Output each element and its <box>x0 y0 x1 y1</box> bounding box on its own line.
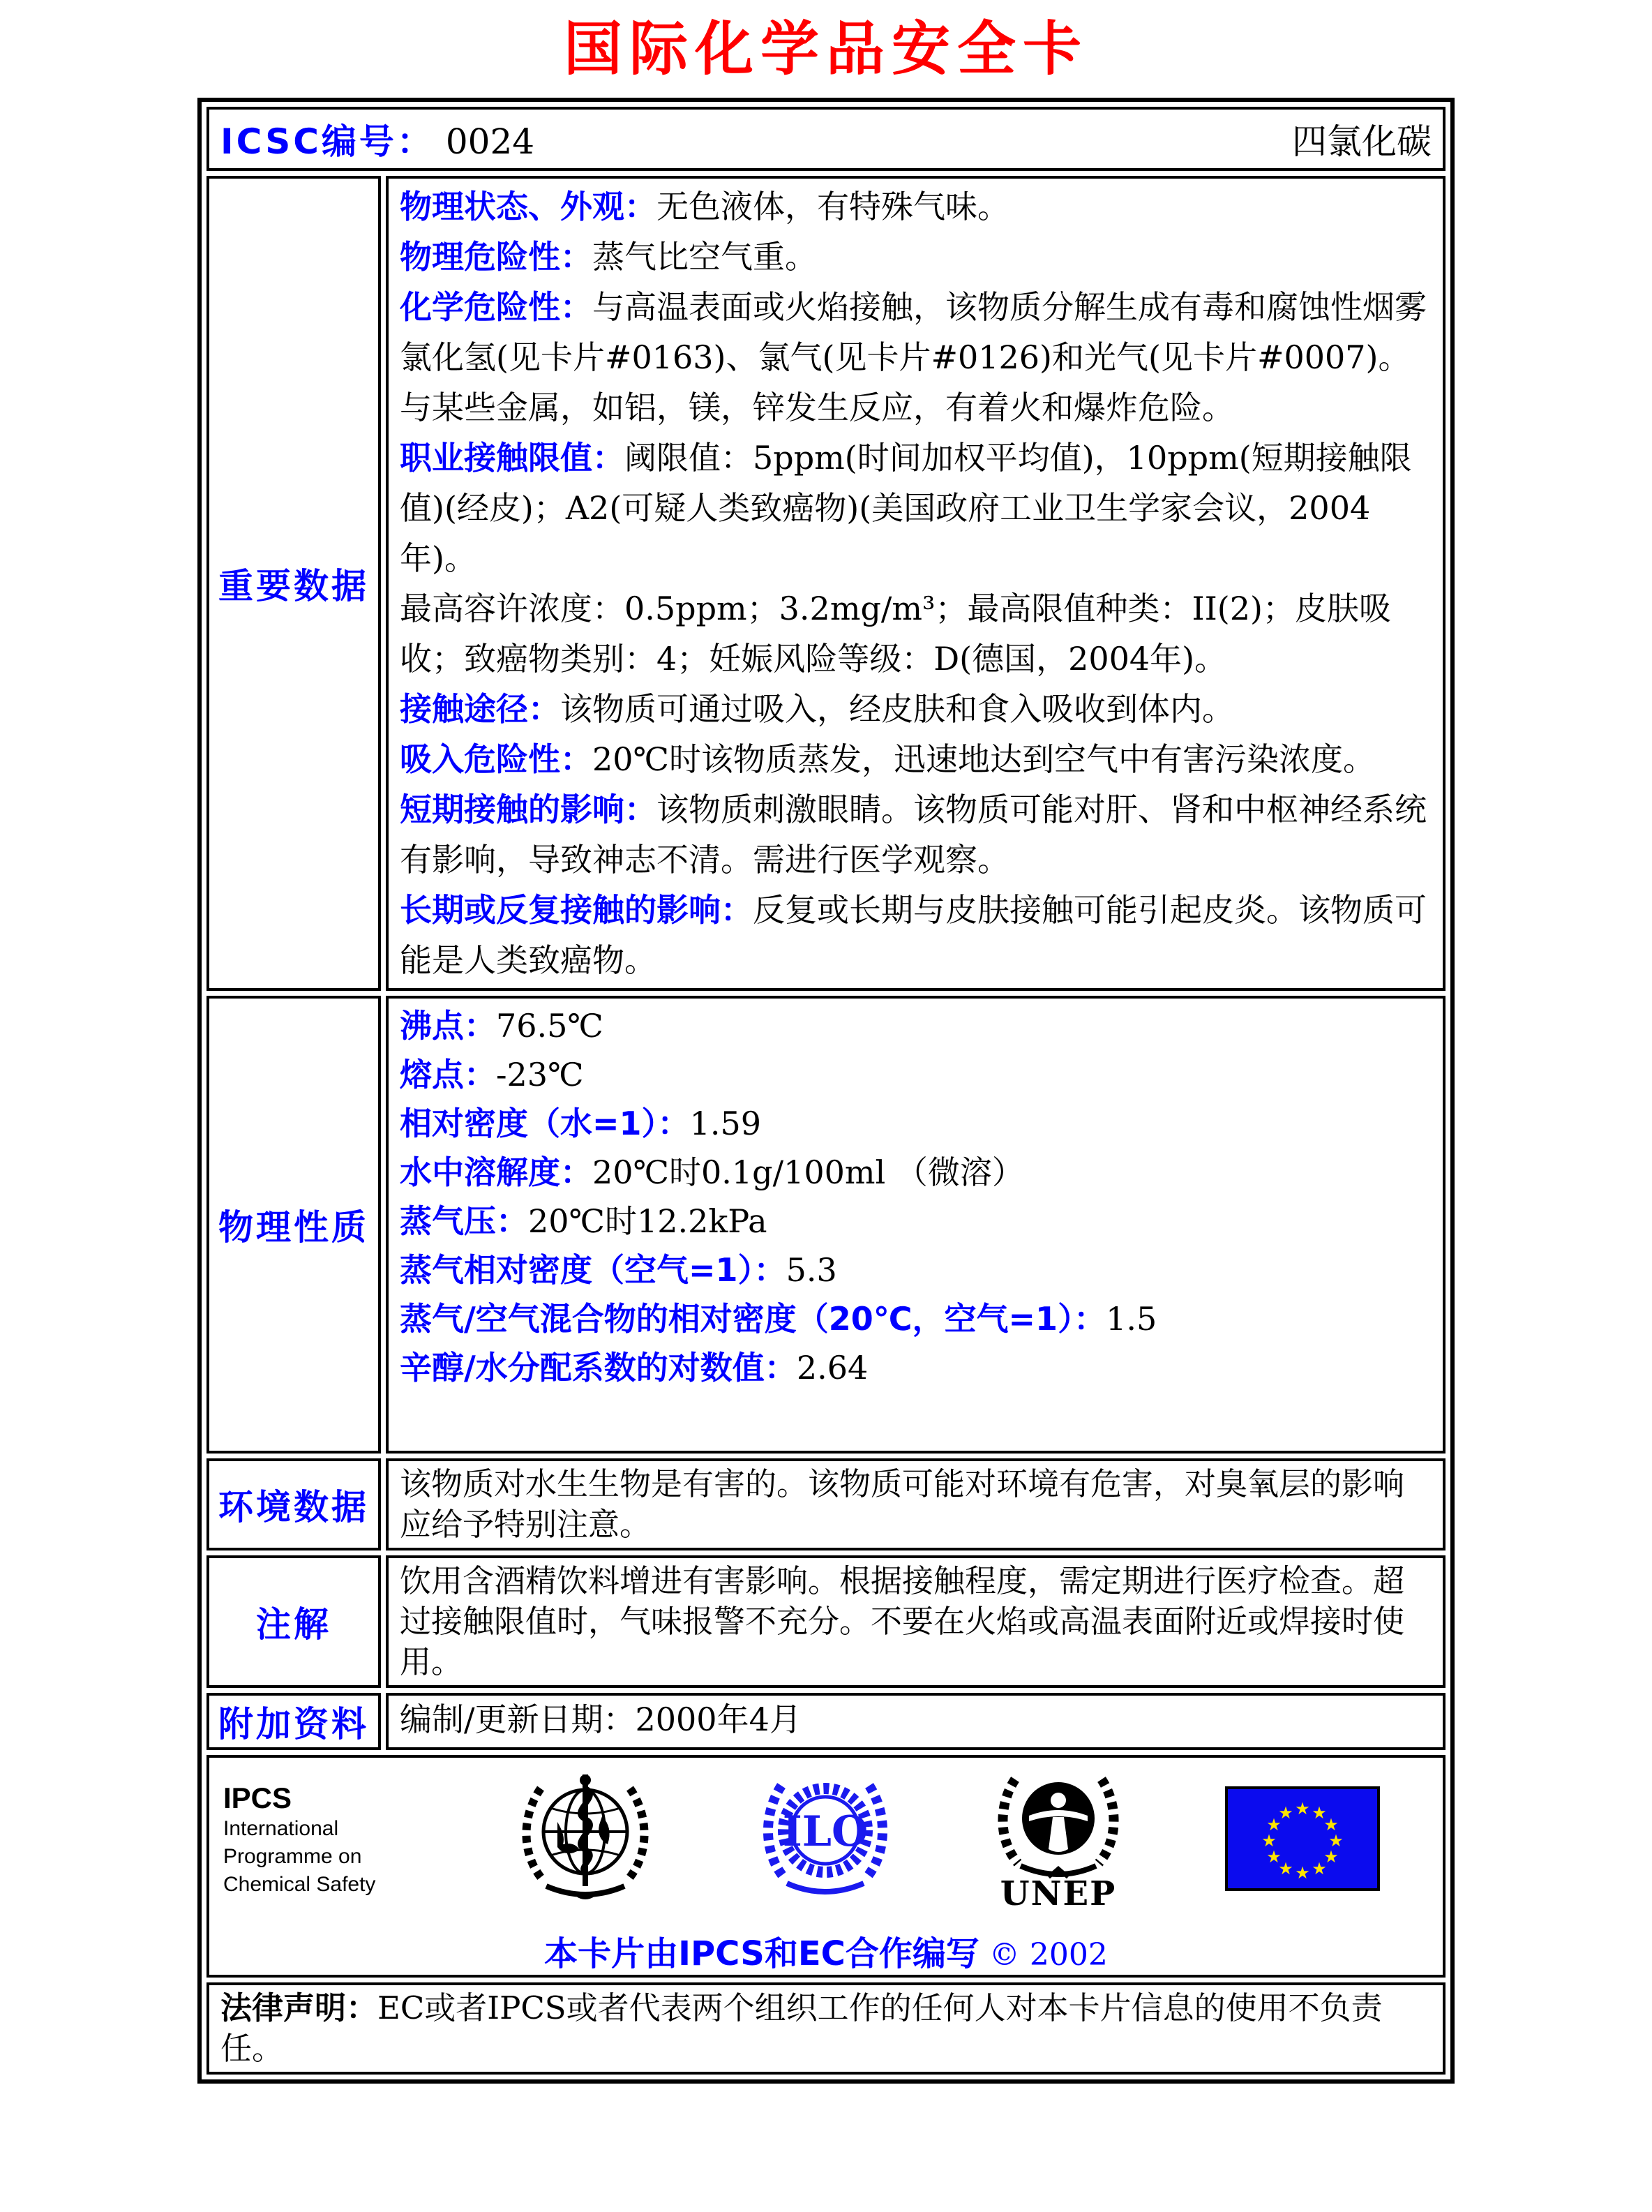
physical-value: 20℃时12.2kPa <box>528 1202 767 1240</box>
physical-label: 相对密度（水=1）： <box>400 1105 690 1142</box>
svg-text:★: ★ <box>1261 1831 1277 1851</box>
legal-label: 法律声明： <box>220 1989 378 2026</box>
important-paragraph <box>400 583 1432 684</box>
important-paragraph <box>400 232 1432 282</box>
paragraph-text: 该物质刺激眼睛。该物质可能对肝、肾和中枢神经系统有影响，导致神志不清。需进行医学观察。 <box>400 791 1427 879</box>
important-paragraph <box>400 684 1432 734</box>
paragraph-text: 阈限值：5ppm(时间加权平均值)，10ppm(短期接触限值)(经皮)；A2(可疑人类致癌物)(美国政府工业卫生学家会议，2004年)。 <box>400 439 1412 577</box>
section-important-data <box>206 176 1446 991</box>
physical-row <box>400 1197 1432 1246</box>
physical-label: 蒸气/空气混合物的相对密度（20℃，空气=1）： <box>400 1300 1106 1338</box>
inline-label: 吸入危险性： <box>400 740 592 778</box>
additional-info-content <box>386 1693 1446 1750</box>
unep-logo-icon <box>996 1765 1121 1915</box>
important-paragraph <box>400 784 1432 885</box>
important-paragraph <box>400 181 1432 232</box>
section-label-environmental: 环境数据 <box>206 1458 381 1550</box>
ipcs-block <box>223 1781 412 1899</box>
paragraph-text: 该物质可通过吸入，经皮肤和食入吸收到体内。 <box>560 690 1234 728</box>
paragraph-text: 与高温表面或火焰接触，该物质分解生成有毒和腐蚀性烟雾氯化氢(见卡片#0163)、氯气(见卡片#0126)和光气(见卡片#0007)。与某些金属，如铝，镁，锌发生反应，有着火和爆炸危险。 <box>400 288 1427 426</box>
ipcs-line-2: Programme on <box>223 1845 362 1868</box>
svg-text:★: ★ <box>1266 1815 1282 1834</box>
physical-row <box>400 1001 1432 1050</box>
important-paragraph <box>400 433 1432 583</box>
physical-row <box>400 1246 1432 1294</box>
legal-row <box>206 1982 1446 2075</box>
who-logo-icon <box>516 1769 655 1911</box>
physical-label: 辛醇/水分配系数的对数值： <box>400 1349 797 1387</box>
icsc-number-row <box>206 107 1446 171</box>
inline-label: 短期接触的影响： <box>400 791 656 828</box>
eu-flag-icon <box>1225 1786 1380 1894</box>
physical-value: 1.59 <box>689 1105 761 1142</box>
physical-value: 20℃时0.1g/100ml （微溶） <box>592 1153 1024 1191</box>
physical-label: 水中溶解度： <box>400 1153 592 1191</box>
ipcs-acronym: IPCS <box>223 1781 292 1814</box>
inline-label: 长期或反复接触的影响： <box>400 891 753 929</box>
svg-text:★: ★ <box>1323 1847 1339 1867</box>
physical-row <box>400 1148 1432 1197</box>
svg-text:★: ★ <box>1278 1803 1293 1823</box>
physical-value: 1.5 <box>1106 1300 1157 1338</box>
section-additional-info <box>206 1693 1446 1750</box>
ilo-logo-icon <box>759 1769 892 1911</box>
physical-value: 76.5℃ <box>496 1007 603 1045</box>
svg-text:UNEP: UNEP <box>1000 1874 1117 1912</box>
copyright-text: © 2002 <box>989 1937 1108 1973</box>
icsc-number-group <box>220 114 534 164</box>
section-physical-properties <box>206 996 1446 1454</box>
physical-row <box>400 1343 1432 1392</box>
svg-text:★: ★ <box>1295 1863 1310 1883</box>
svg-text:★: ★ <box>1278 1859 1293 1878</box>
svg-text:★: ★ <box>1312 1859 1327 1878</box>
page-title: 国际化学品安全卡 <box>563 15 1088 83</box>
svg-text:★: ★ <box>1312 1803 1327 1823</box>
environmental-text: 该物质对水生生物是有害的。该物质可能对环境有危害，对臭氧层的影响应给予特别注意。 <box>400 1465 1405 1543</box>
notes-text: 饮用含酒精饮料增进有害影响。根据接触程度，需定期进行医疗检查。超过接触限值时，气味报警不充分。不要在火焰或高温表面附近或焊接时使用。 <box>400 1562 1405 1680</box>
legal-text: EC或者IPCS或者代表两个组织工作的任何人对本卡片信息的使用不负责任。 <box>220 1989 1383 2067</box>
physical-label: 蒸气压： <box>400 1202 528 1240</box>
physical-label: 沸点： <box>400 1007 496 1045</box>
physical-value: 5.3 <box>786 1251 837 1289</box>
inline-label: 接触途径： <box>400 690 560 728</box>
substance-name: 四氯化碳 <box>1292 121 1432 162</box>
header-cell <box>206 107 1446 171</box>
svg-text:★: ★ <box>1295 1799 1310 1818</box>
section-label-additional: 附加资料 <box>206 1693 381 1750</box>
legal-paragraph <box>220 1988 1432 2069</box>
inline-label: 职业接触限值： <box>400 439 624 477</box>
section-label-important: 重要数据 <box>206 176 381 991</box>
paragraph-text: 蒸气比空气重。 <box>592 238 817 276</box>
inline-label: 物理危险性： <box>400 238 592 276</box>
additional-info-text: 编制/更新日期：2000年4月 <box>400 1701 802 1738</box>
environmental-content <box>386 1458 1446 1550</box>
physical-row <box>400 1294 1432 1343</box>
ipcs-line-1: International <box>223 1817 339 1840</box>
section-label-physical: 物理性质 <box>206 996 381 1454</box>
physical-properties-content <box>386 996 1446 1454</box>
notes-content <box>386 1555 1446 1688</box>
important-paragraph <box>400 734 1432 784</box>
physical-label: 蒸气相对密度（空气=1）： <box>400 1251 786 1289</box>
svg-text:ILO: ILO <box>782 1807 869 1856</box>
section-environmental-data <box>206 1458 1446 1550</box>
svg-text:★: ★ <box>1328 1831 1344 1851</box>
physical-label: 熔点： <box>400 1056 496 1093</box>
svg-text:★: ★ <box>1266 1847 1282 1867</box>
paragraph-text: 无色液体，有特殊气味。 <box>656 188 1009 225</box>
important-paragraph <box>400 282 1432 433</box>
section-label-notes: 注解 <box>206 1555 381 1688</box>
legal-cell <box>206 1982 1446 2075</box>
physical-row <box>400 1099 1432 1148</box>
physical-value: -23℃ <box>496 1056 584 1093</box>
icsc-number: 0024 <box>445 121 535 162</box>
logos-cell <box>206 1755 1446 1978</box>
physical-row <box>400 1050 1432 1099</box>
icsc-label: ICSC编号： <box>220 121 435 162</box>
svg-text:★: ★ <box>1323 1815 1339 1834</box>
paragraph-text: 反复或长期与皮肤接触可能引起皮炎。该物质可能是人类致癌物。 <box>400 891 1427 979</box>
section-notes <box>206 1555 1446 1688</box>
inline-label: 物理状态、外观： <box>400 188 656 225</box>
paragraph-text: 20℃时该物质蒸发，迅速地达到空气中有害污染浓度。 <box>592 740 1375 778</box>
logos-row <box>206 1755 1446 1978</box>
credit-text: 本卡片由IPCS和EC合作编写 <box>544 1934 979 1973</box>
important-data-content <box>386 176 1446 991</box>
important-paragraph <box>400 885 1432 985</box>
physical-value: 2.64 <box>796 1349 869 1387</box>
ipcs-line-3: Chemical Safety <box>223 1873 376 1896</box>
credit-line <box>209 1927 1443 1975</box>
inline-label: 化学危险性： <box>400 288 592 326</box>
card-table <box>197 98 1455 2084</box>
paragraph-text: 最高容许浓度：0.5ppm；3.2mg/m³；最高限值种类：II(2)；皮肤吸收；致癌物类别：4；妊娠风险等级：D(德国，2004年)。 <box>400 590 1391 678</box>
